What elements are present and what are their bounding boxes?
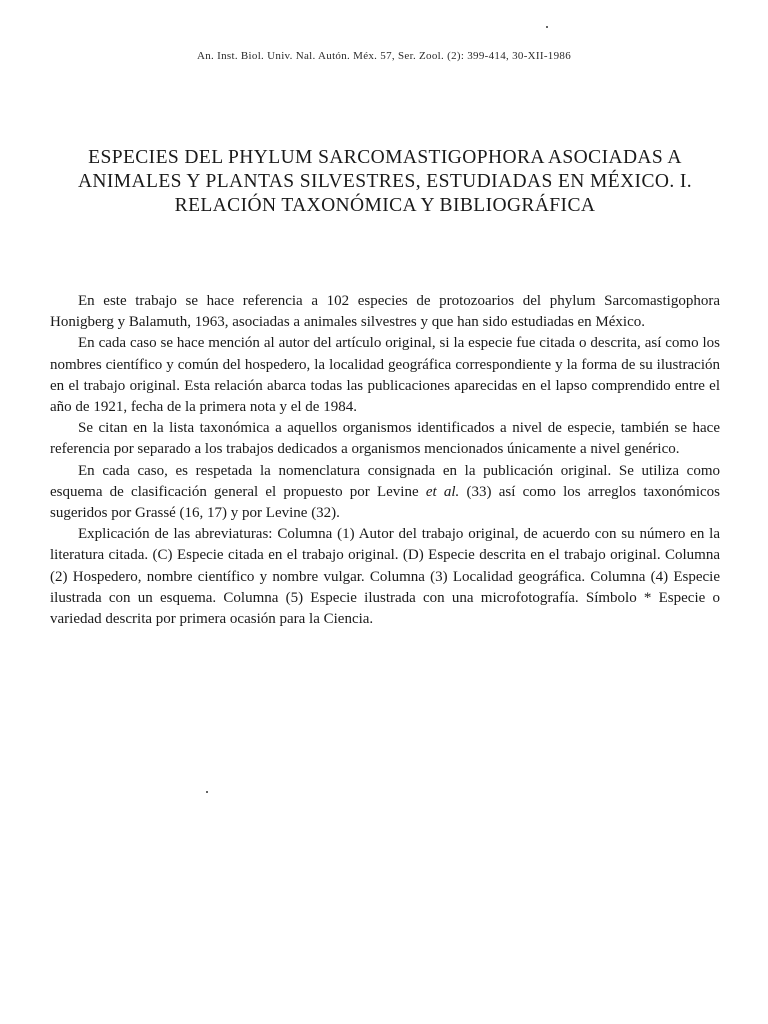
paragraph-1: En este trabajo se hace referencia a 102 especies de protozoarios del phylum Sarcomastigophora Honigberg y Balamuth, 1963, asociadas a animales silvestres y que han sido estudiadas en México. (50, 293, 720, 331)
paragraph-4-italic: et al. (425, 483, 460, 500)
journal-citation: An. Inst. Biol. Univ. Nal. Autón. Méx. 57, Ser. Zool. (2): 399-414, 30-XII-1986 (196, 50, 572, 62)
abstract-body (50, 291, 720, 630)
paragraph-4 (50, 461, 720, 525)
paragraph-2: En cada caso se hace mención al autor del artículo original, si la especie fue citada o descrita, así como los nombres científico y común del hospedero, la localidad geográfica correspondiente y la forma de su ilustración en el trabajo original. Esta relación abarca todas las publicaciones aparecidas en el lapso comprendido entre el año de 1921, fecha de la primera nota y el de 1984. (50, 335, 720, 416)
article-title: ESPECIES DEL PHYLUM SARCOMASTIGOPHORA ASOCIADAS A ANIMALES Y PLANTAS SILVESTRES, ESTUDIADAS EN MÉXICO. I. RELACIÓN TAXONÓMICA Y BIBLIOGRÁFICA (77, 147, 693, 216)
scan-speck-top (546, 26, 548, 28)
paragraph-5: Explicación de las abreviaturas: Columna (1) Autor del trabajo original, de acuerdo con su número en la literatura citada. (C) Especie citada en el trabajo original. (D) Especie descrita en el trabajo original. Columna (2) Hospedero, nombre científico y nombre vulgar. Columna (3) Localidad geográfica. Columna (4) Especie ilustrada con un esquema. Columna (5) Especie ilustrada con una microfotografía. Símbolo * Especie o variedad descrita por primera ocasión para la Ciencia. (50, 526, 720, 628)
paragraph-3: Se citan en la lista taxonómica a aquellos organismos identificados a nivel de especie, también se hace referencia por separado a los trabajos dedicados a organismos mencionados únicamente a nivel genérico. (50, 420, 720, 458)
paragraph-4-part-a: En cada caso, es respetada la nomenclatura consignada en la publicación original. Se utiliza como esquema de clasificación general el propuesto por Levine (50, 462, 720, 500)
scan-speck-bottom (206, 791, 208, 793)
paragraph-4-part-b: (33) así como los arreglos taxonómicos sugeridos por Grassé (16, 17) y por Levine (32). (50, 483, 721, 522)
